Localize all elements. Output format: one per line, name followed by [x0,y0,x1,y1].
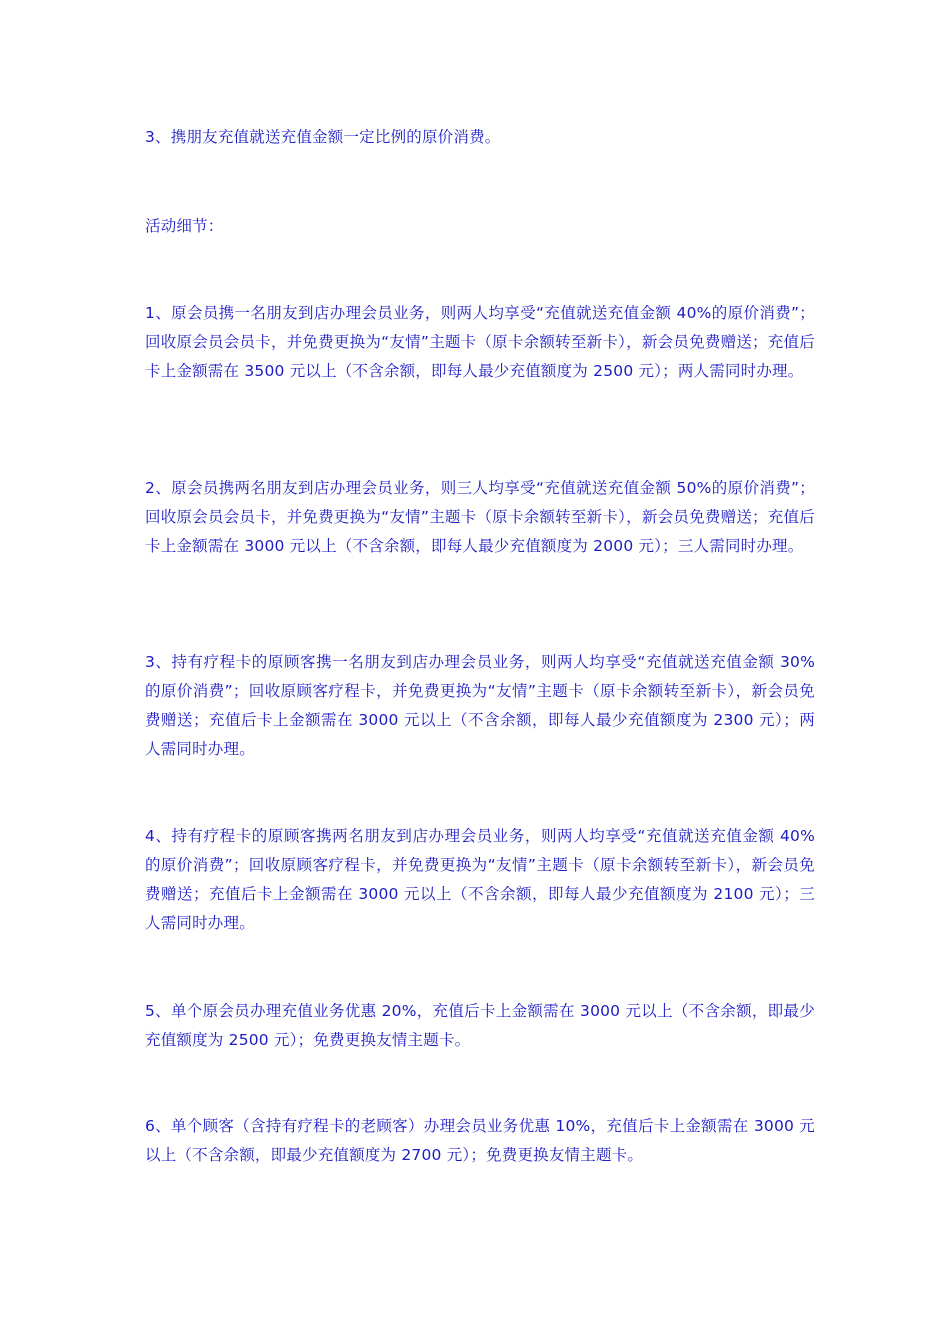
intro-item-3: 3、携朋友充值就送充值金额一定比例的原价消费。 [145,128,501,146]
details-heading: 活动细节： [145,217,224,235]
detail-item-6: 6、单个顾客（含持有疗程卡的老顾客）办理会员业务优惠 10%，充值后卡上金额需在 3000 元以上（不含余额，即最少充值额度为 2700 元）；免费更换友情主题卡。 [145,1117,815,1164]
detail-item-2: 2、原会员携两名朋友到店办理会员业务，则三人均享受“充值就送充值金额 50%的原价消费”；回收原会员会员卡，并免费更换为“友情”主题卡（原卡余额转至新卡），新会员免费赠送；充值后卡上金额需在 3000 元以上（不含余额，即每人最少充值额度为 2000 元）；三人需同时办理。 [145,479,815,555]
detail-item-3: 3、持有疗程卡的原顾客携一名朋友到店办理会员业务，则两人均享受“充值就送充值金额 30%的原价消费”；回收原顾客疗程卡，并免费更换为“友情”主题卡（原卡余额转至新卡），新会员免费赠送；充值后卡上金额需在 3000 元以上（不含余额，即每人最少充值额度为 2300 元）；两人需同时办理。 [145,653,816,758]
detail-item-4: 4、持有疗程卡的原顾客携两名朋友到店办理会员业务，则两人均享受“充值就送充值金额 40%的原价消费”；回收原顾客疗程卡，并免费更换为“友情”主题卡（原卡余额转至新卡），新会员免费赠送；充值后卡上金额需在 3000 元以上（不含余额，即每人最少充值额度为 2100 元）；三人需同时办理。 [145,827,816,932]
detail-item-1: 1、原会员携一名朋友到店办理会员业务，则两人均享受“充值就送充值金额 40%的原价消费”；回收原会员会员卡，并免费更换为“友情”主题卡（原卡余额转至新卡），新会员免费赠送；充值后卡上金额需在 3500 元以上（不含余额，即每人最少充值额度为 2500 元）；两人需同时办理。 [145,304,815,380]
detail-item-5: 5、单个原会员办理充值业务优惠 20%，充值后卡上金额需在 3000 元以上（不含余额，即最少充值额度为 2500 元）；免费更换友情主题卡。 [145,1002,815,1049]
